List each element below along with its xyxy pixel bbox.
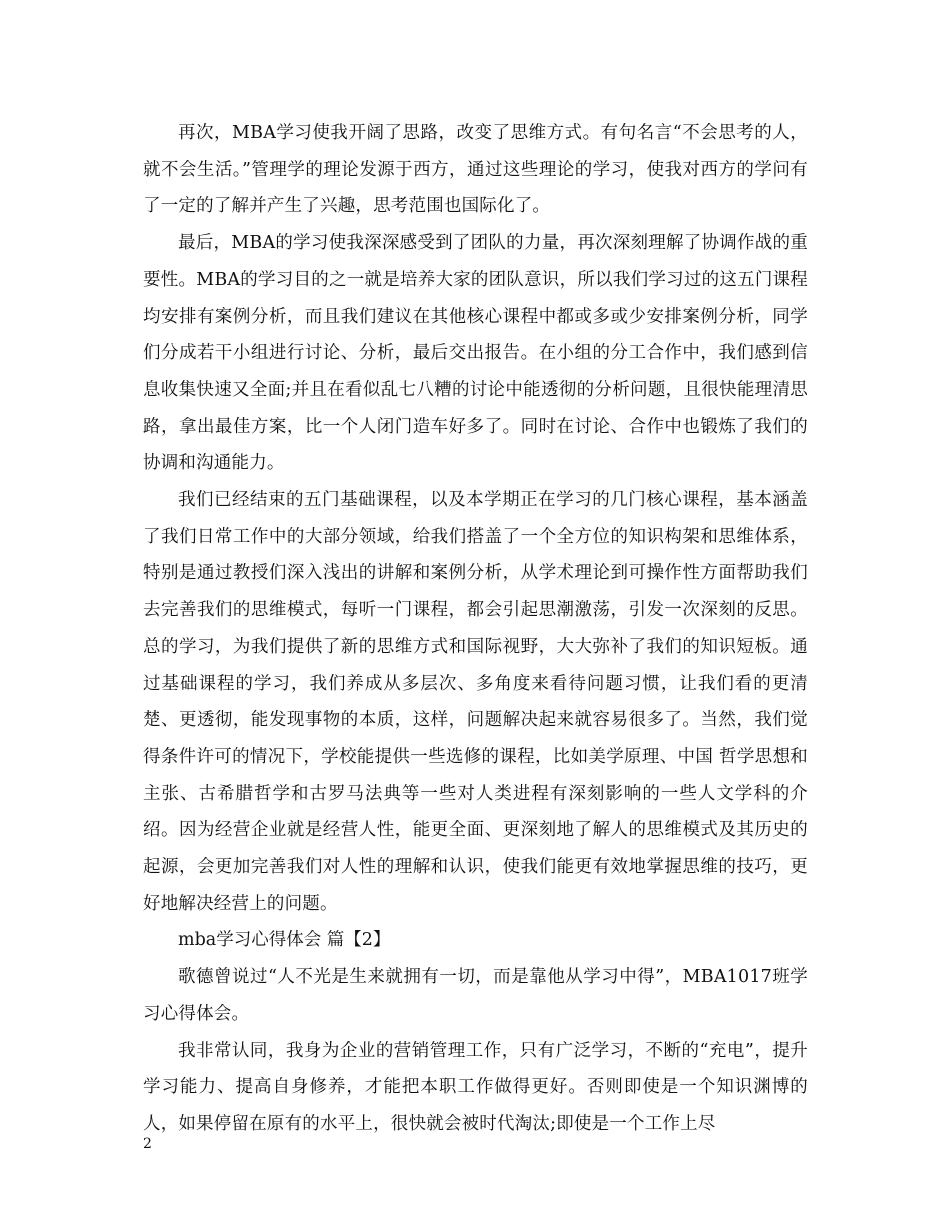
paragraph-1: 再次，MBA学习使我开阔了思路，改变了思维方式。有句名言“不会思考的人，就不会生活。”管理学的理论发源于西方，通过这些理论的学习，使我对西方的学问有了一定的了解并产生了兴趣，思考范围也国际化了。 [143, 123, 808, 217]
page-number: 2 [143, 1136, 152, 1152]
paragraph-5: 我非常认同，我身为企业的营销管理工作，只有广泛学习，不断的“充电”，提升学习能力、提高自身修养，才能把本职工作做得更好。否则即使是一个知识渊博的人，如果停留在原有的水平上，很快就会被时代淘汰;即使是一个工作上尽 [143, 1040, 808, 1134]
document-body [143, 115, 808, 1143]
paragraph-2: 最后，MBA的学习使我深深感受到了团队的力量，再次深刻理解了协调作战的重要性。MBA的学习目的之一就是培养大家的团队意识，所以我们学习过的这五门课程均安排有案例分析，而且我们建议在其他核心课程中都或多或少安排案例分析，同学们分成若干小组进行讨论、分析，最后交出报告。在小组的分工合作中，我们感到信息收集快速又全面;并且在看似乱七八糟的讨论中能透彻的分析问题，且很快能理清思路，拿出最佳方案，比一个人闭门造车好多了。同时在讨论、合作中也锻炼了我们的协调和沟通能力。 [143, 233, 808, 474]
section-heading: mba学习心得体会 篇【2】 [178, 930, 391, 951]
paragraph-3: 我们已经结束的五门基础课程，以及本学期正在学习的几门核心课程，基本涵盖了我们日常工作中的大部分领域，给我们搭盖了一个全方位的知识构架和思维体系，特别是通过教授们深入浅出的讲解和案例分析，从学术理论到可操作性方面帮助我们去完善我们的思维模式，每听一门课程，都会引起思潮激荡，引发一次深刻的反思。总的学习，为我们提供了新的思维方式和国际视野，大大弥补了我们的知识短板。通过基础课程的学习，我们养成从多层次、多角度来看待问题习惯，让我们看的更清楚、更透彻，能发现事物的本质，这样，问题解决起来就容易很多了。当然，我们觉得条件许可的情况下，学校能提供一些选修的课程，比如美学原理、中国 哲学思想和主张、古希腊哲学和古罗马法典等一些对人类进程有深刻影响的一些人文学科的介绍。因为经营企业就是经营人性，能更全面、更深刻地了解人的思维模式及其历史的起源，会更加完善我们对人性的理解和认识，使我们能更有效地掌握思维的技巧，更好地解决经营上的问题。 [143, 490, 808, 914]
paragraph-4: 歌德曾说过“人不光是生来就拥有一切，而是靠他从学习中得”，MBA1017班学习心得体会。 [143, 967, 808, 1024]
